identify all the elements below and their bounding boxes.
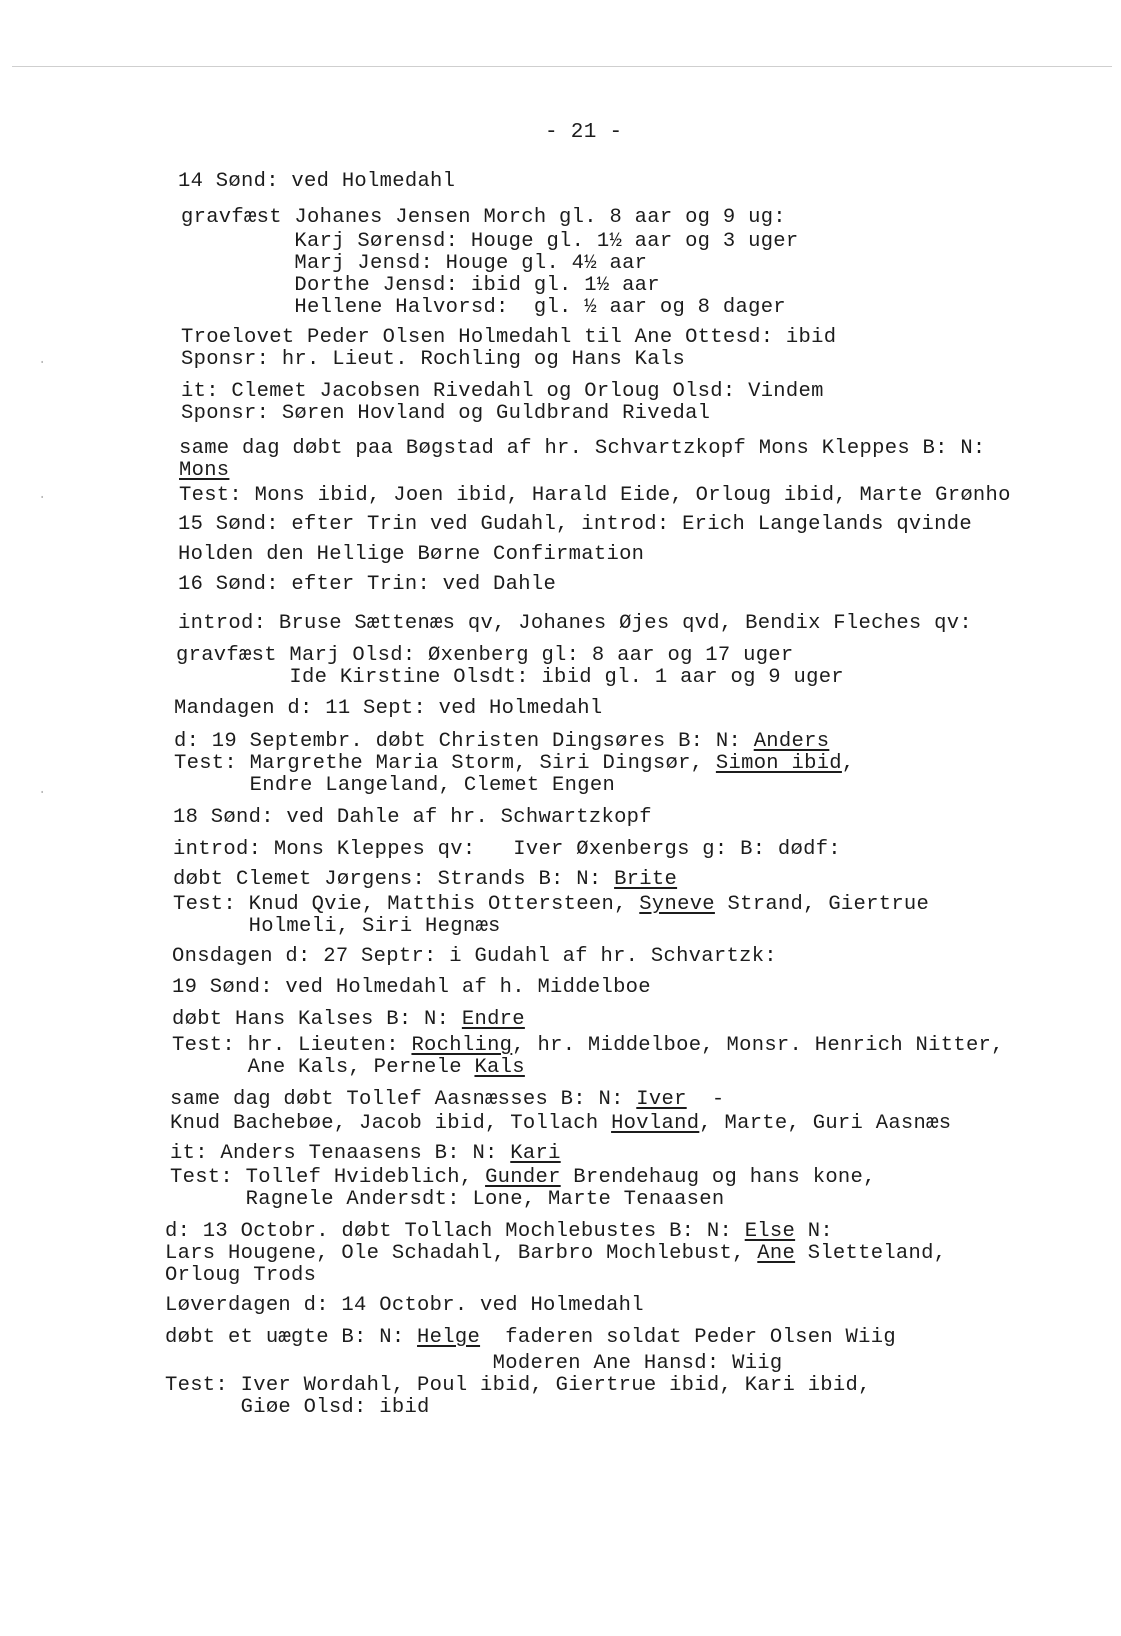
register-line [181,402,710,425]
register-line [181,230,799,253]
line-text: Hellene Halvorsd: gl. ½ aar og 8 dager [181,296,786,319]
underlined-name: Else [744,1220,796,1243]
line-text: gravfæst Marj Olsd: Øxenberg gl: 8 aar og 17 uger [176,644,794,667]
register-line [173,838,841,861]
line-text: introd: Mons Kleppes qv: Iver Øxenbergs g: B: dødf: [173,838,841,861]
register-line [174,730,829,753]
underlined-name: Anders [753,730,830,753]
line-text: Test: Knud Qvie, Matthis Ottersteen, [173,893,640,916]
underlined-name: Mons [179,459,230,482]
line-text: Test: hr. Lieuten: [172,1034,412,1057]
line-text: same dag døbt paa Bøgstad af hr. Schvartzkopf Mons Kleppes B: N: [179,437,986,460]
register-line [178,513,972,536]
register-line [165,1294,644,1317]
register-line [181,380,824,403]
underlined-name: Kals [474,1056,525,1079]
page-number: - 21 - [545,121,623,144]
underlined-name: Simon ibid [715,752,842,775]
top-scan-edge [12,66,1112,67]
line-text: Lars Hougene, Ole Schadahl, Barbro Mochlebust, [165,1242,758,1265]
line-text: Løverdagen d: 14 Octobr. ved Holmedahl [165,1294,644,1317]
line-text: 16 Sønd: efter Trin: ved Dahle [178,573,557,596]
register-line [170,1142,561,1165]
register-line [179,459,229,482]
underlined-name: Helge [417,1326,481,1349]
line-text: Holmeli, Siri Hegnæs [173,915,501,938]
register-line [170,1112,951,1135]
register-line [178,170,455,193]
register-line [173,806,652,829]
line-text: Test: Tollef Hvideblich, [170,1166,486,1189]
register-line [178,612,972,635]
line-text: - [686,1088,725,1111]
register-line [179,437,986,460]
register-line [179,484,1011,507]
underlined-name: Brite [614,868,678,891]
underlined-name: Syneve [639,893,715,916]
line-text: Test: Margrethe Maria Storm, Siri Dingsør, [174,752,716,775]
underlined-name: Kari [510,1142,561,1165]
margin-mark: · [38,785,47,801]
line-text: Troelovet Peder Olsen Holmedahl til Ane Ottesd: ibid [181,326,837,349]
line-text: Sletteland, [795,1242,947,1265]
register-line [165,1396,430,1419]
line-text: faderen soldat Peder Olsen Wiig [480,1326,896,1349]
underlined-name: Hovland [611,1112,700,1135]
line-text: introd: Bruse Sættenæs qv, Johanes Øjes qvd, Bendix Fleches qv: [178,612,972,635]
line-text: Ragnele Andersdt: Lone, Marte Tenaasen [170,1188,725,1211]
line-text: Onsdagen d: 27 Septr: i Gudahl af hr. Schvartzk: [172,945,777,968]
line-text: Sponsr: hr. Lieut. Rochling og Hans Kals [181,348,686,371]
line-text: Dorthe Jensd: ibid gl. 1½ aar [181,274,660,297]
register-line [165,1242,946,1265]
register-line [172,1034,1004,1057]
register-line [165,1326,896,1349]
register-line [170,1088,725,1111]
line-text: Mandagen d: 11 Sept: ved Holmedahl [174,697,603,720]
register-line [165,1352,783,1375]
line-text: , hr. Middelboe, Monsr. Henrich Nitter, [512,1034,1004,1057]
underlined-name: Gunder [485,1166,561,1189]
line-text: d: 13 Octobr. døbt Tollach Mochlebustes B: N: [165,1220,745,1243]
register-line [181,326,836,349]
line-text: Marj Jensd: Houge gl. 4½ aar [181,252,648,275]
line-text: d: 19 Septembr. døbt Christen Dingsøres B: N: [174,730,754,753]
register-line [165,1264,316,1287]
register-line [172,976,651,999]
register-line [181,296,786,319]
line-text: gravfæst Johanes Jensen Morch gl. 8 aar og 9 ug: [181,206,786,229]
line-text: it: Clemet Jacobsen Rivedahl og Orloug Olsd: Vindem [181,380,824,403]
line-text: 19 Sønd: ved Holmedahl af h. Middelboe [172,976,651,999]
register-line [170,1188,725,1211]
line-text: døbt Clemet Jørgens: Strands B: N: [173,868,615,891]
line-text: Karj Sørensd: Houge gl. 1½ aar og 3 uger [181,230,799,253]
line-text: 18 Sønd: ved Dahle af hr. Schwartzkopf [173,806,652,829]
underlined-name: Endre [461,1008,525,1031]
register-line [165,1374,871,1397]
line-text: Orloug Trods [165,1264,317,1287]
register-line [172,1008,525,1031]
underlined-name: Rochling [411,1034,513,1057]
line-text: Holden den Hellige Børne Confirmation [178,543,645,566]
line-text: Strand, Giertrue [714,893,930,916]
line-text: Giøe Olsd: ibid [165,1396,430,1419]
line-text: Brendehaug og hans kone, [560,1166,876,1189]
register-line [173,868,677,891]
line-text: Ide Kirstine Olsdt: ibid gl. 1 aar og 9 uger [176,666,844,689]
line-text: 15 Sønd: efter Trin ved Gudahl, introd: Erich Langelands qvinde [178,513,972,536]
line-text: , [841,752,855,775]
line-text: 14 Sønd: ved Holmedahl [178,170,456,193]
register-line [178,543,644,566]
register-line [172,945,777,968]
register-line [181,252,647,275]
register-line [176,644,794,667]
register-line [176,666,844,689]
register-line [174,752,855,775]
register-line [172,1056,525,1079]
register-line [181,206,786,229]
register-line [178,573,556,596]
register-line [181,274,660,297]
line-text: Ane Kals, Pernele [172,1056,475,1079]
line-text: same dag døbt Tollef Aasnæsses B: N: [170,1088,637,1111]
line-text: Moderen Ane Hansd: Wiig [165,1352,783,1375]
line-text: Sponsr: Søren Hovland og Guldbrand Rivedal [181,402,711,425]
line-text: Test: Mons ibid, Joen ibid, Harald Eide, Orloug ibid, Marte Grønho [179,484,1011,507]
line-text: Test: Iver Wordahl, Poul ibid, Giertrue ibid, Kari ibid, [165,1374,871,1397]
underlined-name: Iver [636,1088,687,1111]
line-text: Endre Langeland, Clemet Engen [174,774,616,797]
register-line [181,348,685,371]
register-line [174,697,602,720]
margin-mark: · [38,355,47,371]
margin-mark: · [38,490,47,506]
underlined-name: Ane [757,1242,796,1265]
line-text: Knud Bachebøe, Jacob ibid, Tollach [170,1112,612,1135]
line-text: døbt et uægte B: N: [165,1326,418,1349]
line-text: N: [795,1220,833,1243]
register-line [173,915,501,938]
register-line [174,774,615,797]
line-text: , Marte, Guri Aasnæs [699,1112,952,1135]
register-line [165,1220,833,1243]
line-text: it: Anders Tenaasens B: N: [170,1142,511,1165]
register-line [170,1166,876,1189]
line-text: døbt Hans Kalses B: N: [172,1008,462,1031]
register-line [173,893,929,916]
